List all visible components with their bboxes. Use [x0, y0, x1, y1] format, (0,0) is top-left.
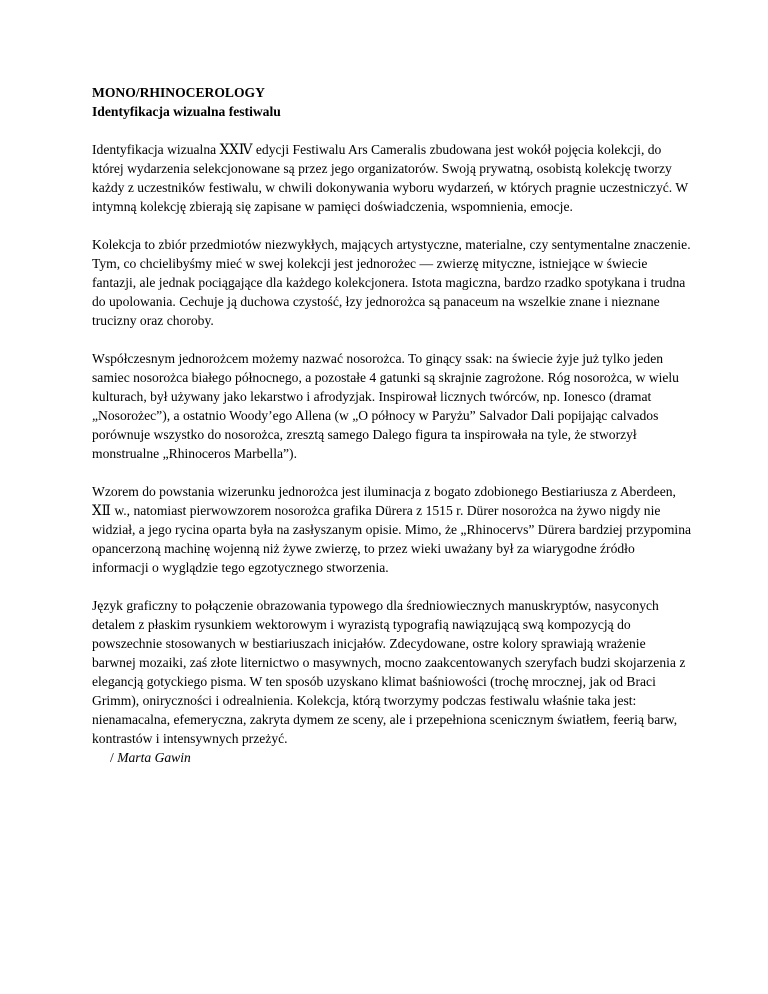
document-page [92, 83, 692, 767]
paragraph-inspiration: Wzorem do powstania wizerunku jednorożca jest iluminacja z bogato zdobionego Bestiariusza z Aberdeen, ⅩⅡ w., natomiast pierwowzorem nosorożca grafika Dürera z 1515 r. Dürer nosorożca na żywo nigdy nie widział, a jego rycina oparta była na zasłyszanym opisie. Mimo, że „Rhinocervs” Dürera bardziej przypomina opancerzoną machinę wojenną niż żywe zwierzę, to przez wieki uważany był za wiarygodne źródło informacji o wyglądzie tego egzotycznego stworzenia. [92, 484, 692, 575]
paragraph-graphic-language: Język graficzny to połączenie obrazowania typowego dla średniowiecznych manuskryptów, nasyconych detalem z płaskim rysunkiem wektorowym i wyrazistą typografią nawiązującą swą kompozycją do powszechnie stosowanych w bestiariuszach inicjałów. Zdecydowane, ostre kolory sprawiają wrażenie barwnej mozaiki, zaś złote liternictwo o masywnych, mocno zaakcentowanych szeryfach budzi skojarzenia z elegancją gotyckiego pisma. W ten sposób uzyskano klimat baśniowości (trochę mrocznej, jak od Braci Grimm), oniryczności i odrealnienia. Kolekcja, którą tworzymy podczas festiwalu właśnie taka jest: nienamacalna, efemeryczna, zakryta dymem ze sceny, ale i przepełniona scenicznym światłem, feerią barw, kontrastów i intensywnych przeżyć. [92, 598, 686, 746]
document-title: MONO/RHINOCEROLOGY [92, 85, 265, 100]
document-subtitle: Identyfikacja wizualna festiwalu [92, 104, 281, 119]
paragraph-collection: Kolekcja to zbiór przedmiotów niezwykłych, mających artystyczne, materialne, czy sentymentalne znaczenie. Tym, co chcielibyśmy mieć w swej kolekcji jest jednorożec — zwierzę mityczne, istniejące w świecie fantazji, ale jednak pociągające dla każdego kolekcjonera. Istota magiczna, bardzo rzadko spotykana i trudna do upolowania. Cechuje ją duchowa czystość, łzy jednorożca są panaceum na wszelkie znane i nieznane trucizny oraz choroby. [92, 237, 691, 328]
signature-author: Marta Gawin [117, 750, 191, 765]
signature-slash: / [110, 750, 114, 765]
paragraph-intro: Identyfikacja wizualna ⅩⅩⅣ edycji Festiwalu Ars Cameralis zbudowana jest wokół pojęcia kolekcji, do której wydarzenia selekcjonowane są przez jego organizatorów. Swoją prywatną, osobistą kolekcję tworzy każdy z uczestników festiwalu, w chwili dokonywania wyboru wydarzeń, w których pragnie uczestniczyć. W intymną kolekcję zbierają się zapisane w pamięci doświadczenia, wspomnienia, emocje. [92, 142, 688, 214]
signature [92, 748, 692, 767]
paragraph-rhinoceros: Współczesnym jednorożcem możemy nazwać nosorożca. To ginący ssak: na świecie żyje już tylko jeden samiec nosorożca białego północnego, a pozostałe 4 gatunki są skrajnie zagrożone. Róg nosorożca, w wielu kulturach, był używany jako lekarstwo i afrodyzjak. Inspirował licznych twórców, np. Ionesco (dramat „Nosorożec”), a ostatnio Woody’ego Allena (w „O północy w Paryżu” Salvador Dali popijając calvados porównuje wszystko do nosorożca, zresztą samego Dalego figura ta inspirowała na tyle, że stworzył monstrualne „Rhinoceros Marbella”). [92, 351, 679, 461]
